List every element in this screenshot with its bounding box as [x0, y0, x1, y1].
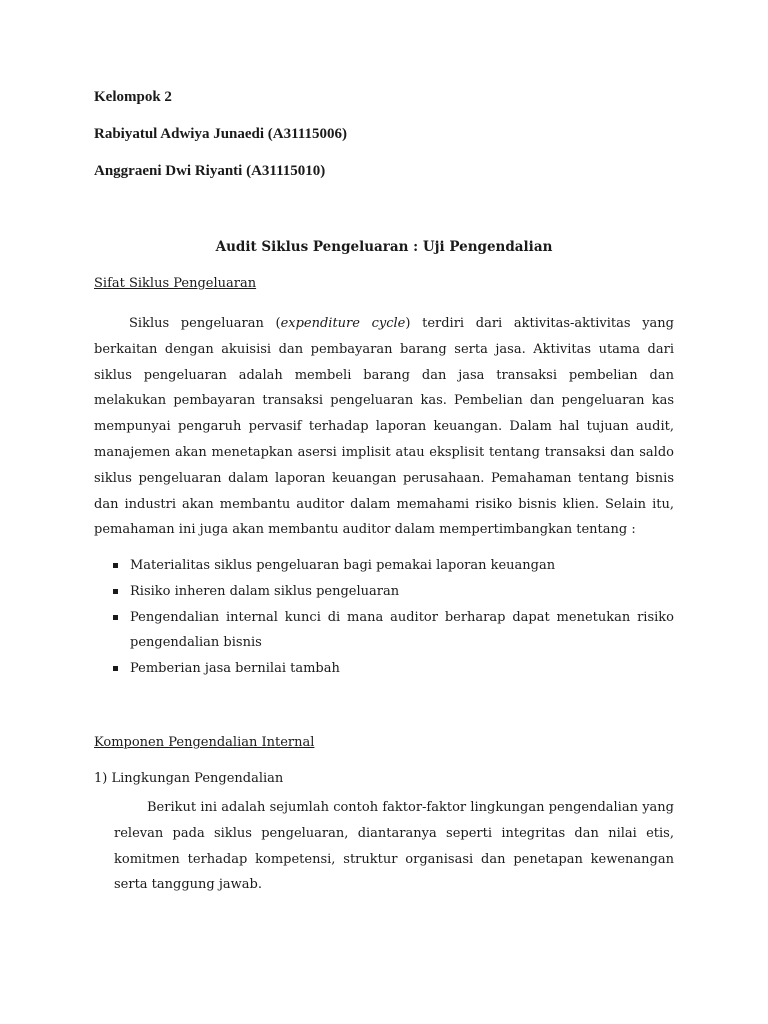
subheading-lingkungan: 1) Lingkungan Pengendalian: [94, 771, 284, 786]
paragraph-line: pemahaman ini juga akan membantu auditor dalam mempertimbangkan tentang :: [94, 522, 636, 538]
section-heading-komponen: Komponen Pengendalian Internal: [94, 735, 315, 750]
bullet-list: [94, 553, 674, 682]
paragraph-line: berkaitan dengan akuisisi dan pembayaran barang serta jasa. Aktivitas utama dari: [94, 341, 674, 357]
paragraph-line: melakukan pembayaran transaksi pengeluaran kas. Pembelian dan pengeluaran kas: [94, 393, 674, 409]
paragraph-line: serta tanggung jawab.: [114, 877, 262, 893]
list-item: Materialitas siklus pengeluaran bagi pemakai laporan keuangan: [94, 553, 674, 579]
paragraph-line: komitmen terhadap kompetensi, struktur organisasi dan penetapan kewenangan: [114, 851, 674, 867]
paragraph-sifat: [94, 311, 674, 543]
member-1: Rabiyatul Adwiya Junaedi (A31115006): [94, 126, 347, 142]
member-2: Anggraeni Dwi Riyanti (A31115010): [94, 163, 326, 179]
paragraph-line: siklus pengeluaran dalam laporan keuangan perusahaan. Pemahaman tentang bisnis: [94, 470, 674, 486]
paragraph-line: manajemen akan menetapkan asersi implisit atau eksplisit tentang transaksi dan saldo: [94, 444, 674, 460]
bullet-icon: [113, 589, 118, 594]
list-item: Pengendalian internal kunci di mana auditor berharap dapat menetukan risiko pengendalian bisnis: [94, 605, 674, 657]
italic-term: expenditure cycle: [280, 316, 406, 331]
group-label: Kelompok 2: [94, 89, 172, 105]
document-title: Audit Siklus Pengeluaran : Uji Pengendalian: [215, 239, 553, 255]
bullet-icon: [113, 666, 118, 671]
section-heading-sifat: Sifat Siklus Pengeluaran: [94, 276, 257, 291]
list-item: Risiko inheren dalam siklus pengeluaran: [94, 579, 674, 605]
bullet-icon: [113, 563, 118, 568]
bullet-icon: [113, 615, 118, 620]
paragraph-line: siklus pengeluaran adalah membeli barang dan jasa transaksi pembelian dan: [94, 367, 674, 383]
list-item: Pemberian jasa bernilai tambah: [94, 656, 674, 682]
paragraph-line: relevan pada siklus pengeluaran, diantaranya seperti integritas dan nilai etis,: [114, 825, 674, 841]
paragraph-line: dan industri akan membantu auditor dalam memahami risiko bisnis klien. Selain itu,: [94, 496, 674, 512]
paragraph-line: mempunyai pengaruh pervasif terhadap laporan keuangan. Dalam hal tujuan audit,: [94, 419, 674, 435]
paragraph-lingkungan: [114, 795, 674, 898]
paragraph-line: Berikut ini adalah sejumlah contoh faktor-faktor lingkungan pengendalian yang: [147, 800, 674, 815]
paragraph-line: Siklus pengeluaran (expenditure cycle) terdiri dari aktivitas-aktivitas yang: [129, 316, 674, 331]
